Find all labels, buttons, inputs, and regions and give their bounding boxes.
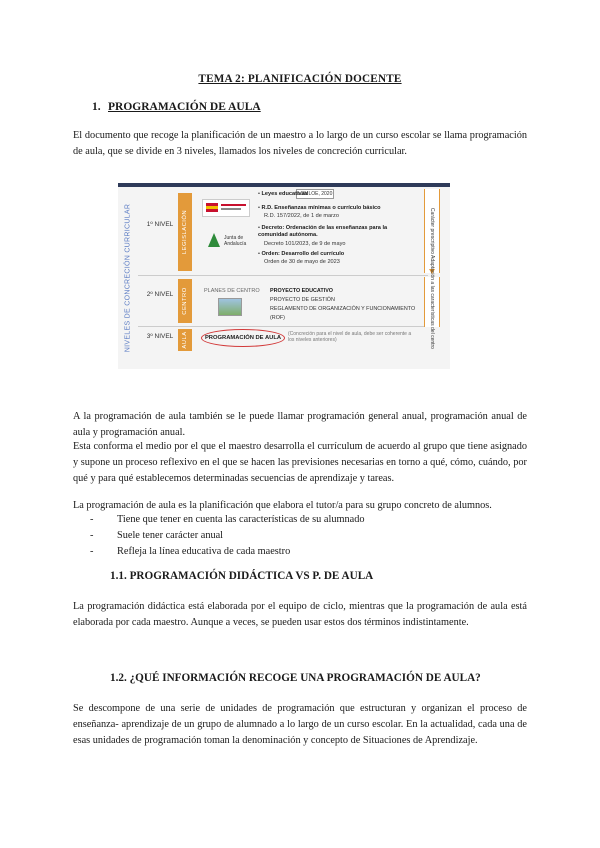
list-item: - Tiene que tener en cuenta las características de su alumnado <box>90 514 365 525</box>
side-label-adaptation: Adaptación a las características del centro <box>424 277 440 327</box>
aula-programming-label: PROGRAMACIÓN DE AULA <box>201 329 285 347</box>
school-image <box>218 298 242 316</box>
tab-centro: CENTRO <box>178 279 192 323</box>
bullet-orden-date: Orden de 30 de mayo de 2023 <box>264 259 340 265</box>
tab-legislacion: LEGISLACIÓN <box>178 193 192 271</box>
aula-note: (Concreción para el nivel de aula, debe ser coherente a los niveles anteriores) <box>288 331 412 343</box>
paragraph-didactic-vs-aula: La programación didáctica está elaborada por el equipo de ciclo, mientras que la programación de aula está elaborada por cada maestro. Aunque a veces, se pueden usar estos dos términos indistintamente. <box>73 601 527 628</box>
junta-andalucia-logo: Junta de Andalucía <box>202 231 250 261</box>
bullet-decreto: • Decreto: Ordenación de las enseñanzas para la comunidad autónoma. <box>258 225 388 238</box>
document-title: TEMA 2: PLANIFICACIÓN DOCENTE <box>198 73 402 85</box>
paragraph-tutor: La programación de aula es la planificación que elabora el tutor/a para su grupo concreto de alumnos. <box>73 500 492 511</box>
subsection-heading-1-2: 1.2. ¿QUÉ INFORMACIÓN RECOGE UNA PROGRAMACIÓN DE AULA? <box>110 672 481 684</box>
section-heading <box>92 101 261 113</box>
level-3-label: 3º NIVEL <box>146 333 174 340</box>
figure-top-bar <box>118 183 450 187</box>
bullet-decreto-date: Decreto 101/2023, de 9 de mayo <box>264 241 346 247</box>
center-plans-label: PLANES DE CENTRO <box>204 288 260 294</box>
paragraph-medium: Esta conforma el medio por el que el maestro desarrolla el currículum de acuerdo al grupo que tiene asignado y supone un proceso reflexivo en el que se hacen las previsiones necesarias en torno a qué, cómo, cuándo, por qué y para qué establecemos determinadas secuencias de aprendizaje y tareas. <box>73 441 527 484</box>
level-1-label: 1º NIVEL <box>146 221 174 228</box>
side-label-prescriptive: Carácter prescriptivo <box>424 189 440 273</box>
center-items: PROYECTO EDUCATIVO PROYECTO DE GESTIÓN REGLAMENTO DE ORGANIZACIÓN Y FUNCIONAMIENTO (ROF) <box>270 288 416 321</box>
curricular-levels-figure <box>118 183 450 369</box>
paragraph-intro: El documento que recoge la planificación de un maestro a lo largo de un curso escolar se llama programación de aula, que se divide en 3 niveles, llamados los niveles de concreción curricular. <box>73 130 527 157</box>
spain-flag-icon <box>206 203 218 212</box>
level-2-label: 2º NIVEL <box>146 291 174 298</box>
subsection-heading-1-1: 1.1. PROGRAMACIÓN DIDÁCTICA VS P. DE AULA <box>110 570 374 582</box>
ministry-logo <box>202 199 250 217</box>
features-list <box>90 512 365 560</box>
bullet-orden: • Orden: Desarrollo del currículo <box>258 251 345 257</box>
bullet-leyes: • Leyes educativas <box>258 191 308 197</box>
list-item: - Refleja la línea educativa de cada maestro <box>90 546 291 557</box>
paragraph-names: A la programación de aula también se le puede llamar programación general anual, programación anual de aula y programación anual. <box>73 411 527 438</box>
paragraph-units: Se descompone de una serie de unidades de programación que estructuran y organizan el proceso de enseñanza- aprendizaje de un grupo de alumnado a lo largo de un curso escolar. En la actualidad, cada una de esas unidades de programación toman la denominación y concepto de Situaciones de Aprendizaje. <box>73 703 527 746</box>
tab-aula: AULA <box>178 329 192 351</box>
section-number: 1. <box>92 101 101 113</box>
andalucia-emblem-icon <box>208 233 220 247</box>
bullet-rd: • R.D. Enseñanzas mínimas o currículo básico <box>258 205 381 211</box>
bullet-rd-date: R.D. 157/2022, de 1 de marzo <box>264 213 339 219</box>
row-divider <box>138 275 428 276</box>
list-item: - Suele tener carácter anual <box>90 530 224 541</box>
row-divider <box>138 326 428 327</box>
section-title: PROGRAMACIÓN DE AULA <box>108 101 261 113</box>
law-box: LOMLOE, 2020 <box>297 191 333 197</box>
figure-vertical-label: NIVELES DE CONCRECIÓN CURRICULAR <box>124 203 132 353</box>
